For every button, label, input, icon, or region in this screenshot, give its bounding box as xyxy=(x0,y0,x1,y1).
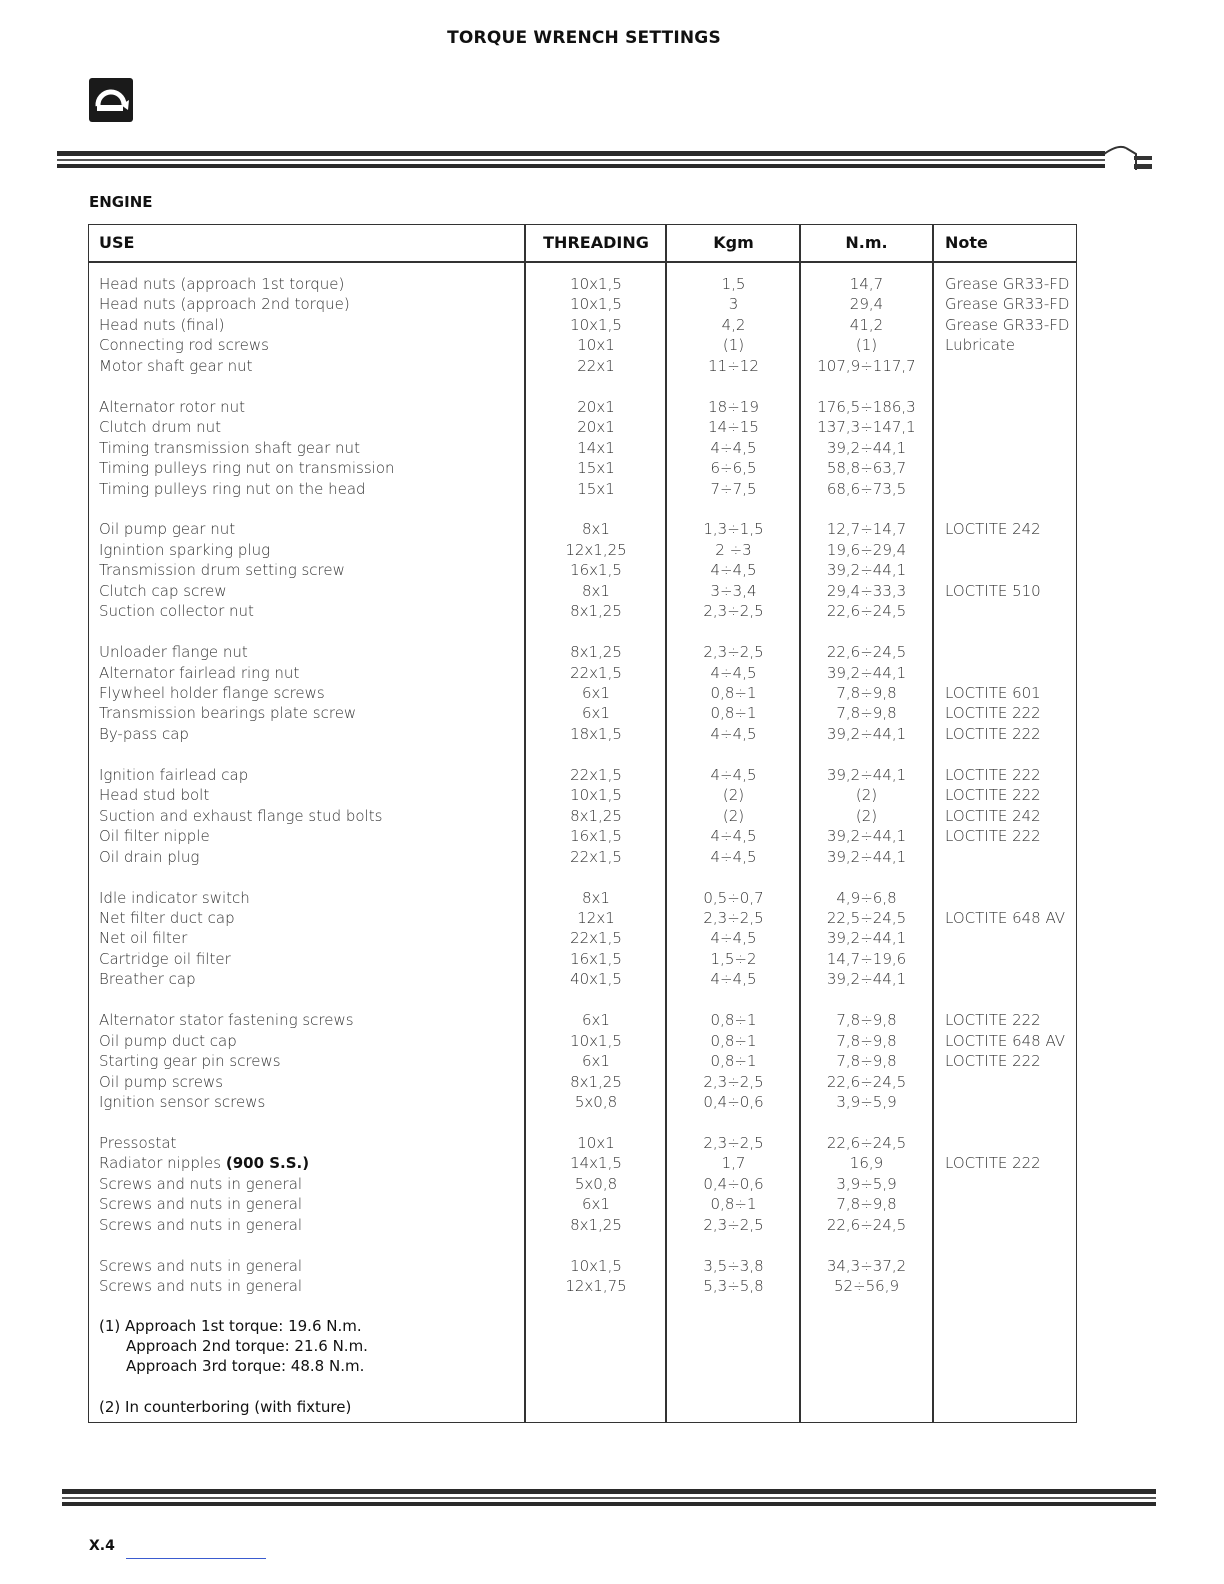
row-kgm: 4÷4,5 xyxy=(710,724,757,743)
row-note: Lubricate xyxy=(945,336,1016,355)
row-kgm: 5,3÷5,8 xyxy=(703,1277,764,1296)
row-nm: 107,9÷117,7 xyxy=(817,356,916,375)
row-kgm: 0,5÷0,7 xyxy=(703,888,764,907)
row-note: LOCTITE 222 xyxy=(945,827,1041,846)
row-use: Motor shaft gear nut xyxy=(99,356,253,375)
row-threading: 22x1,5 xyxy=(570,847,622,866)
row-threading: 6x1 xyxy=(582,1011,610,1030)
column-header-kgm: Kgm xyxy=(713,233,754,252)
row-nm: 7,8÷9,8 xyxy=(836,1031,897,1050)
row-nm: 39,2÷44,1 xyxy=(826,827,907,846)
row-use: Timing pulleys ring nut on transmission xyxy=(99,459,395,478)
row-use: Unloader flange nut xyxy=(99,643,248,662)
page-title: TORQUE WRENCH SETTINGS xyxy=(447,28,721,48)
row-use: Head nuts (approach 2nd torque) xyxy=(99,295,350,314)
row-threading: 14x1,5 xyxy=(570,1154,622,1173)
row-threading: 20x1 xyxy=(577,397,615,416)
row-use: Transmission drum setting screw xyxy=(99,561,345,580)
row-use: Flywheel holder flange screws xyxy=(99,684,325,702)
row-use: Screws and nuts in general xyxy=(99,1174,303,1193)
row-threading: 20x1 xyxy=(577,418,615,437)
column-header-nm: N.m. xyxy=(845,233,888,252)
row-nm: 39,2÷44,1 xyxy=(826,561,907,580)
row-use: Head nuts (final) xyxy=(99,315,225,334)
row-nm: 7,8÷9,8 xyxy=(836,1011,897,1030)
row-kgm: 4÷4,5 xyxy=(710,438,757,457)
row-nm: 39,2÷44,1 xyxy=(826,970,907,989)
row-note: LOCTITE 222 xyxy=(945,1011,1041,1030)
row-nm: 176,5÷186,3 xyxy=(817,397,916,416)
row-kgm: (2) xyxy=(722,806,745,825)
row-nm: 39,2÷44,1 xyxy=(826,929,907,948)
row-nm: 19,6÷29,4 xyxy=(826,540,907,559)
row-threading: 5x0,8 xyxy=(574,1174,618,1193)
row-kgm: 0,8÷1 xyxy=(710,1031,757,1050)
row-threading: 8x1,25 xyxy=(570,643,622,662)
row-use: Timing pulleys ring nut on the head xyxy=(99,479,366,498)
row-use: Ignition fairlead cap xyxy=(99,765,249,784)
row-use: Head stud bolt xyxy=(99,786,210,805)
row-use: Alternator rotor nut xyxy=(99,397,246,416)
row-use: Cartridge oil filter xyxy=(99,949,231,968)
footer-rule xyxy=(62,1489,1156,1494)
row-kgm: 0,8÷1 xyxy=(710,1195,757,1214)
row-threading: 6x1 xyxy=(582,704,610,723)
row-kgm: 2,3÷2,5 xyxy=(703,1133,764,1152)
column-header-use: USE xyxy=(99,233,135,252)
row-use: Net oil filter xyxy=(99,929,188,948)
row-note: Grease GR33-FD xyxy=(945,275,1070,293)
row-use: Net filter duct cap xyxy=(99,908,235,927)
row-kgm: 0,8÷1 xyxy=(710,1052,757,1071)
row-note: LOCTITE 601 xyxy=(945,684,1041,702)
row-kgm: 0,8÷1 xyxy=(710,684,757,702)
row-threading: 8x1 xyxy=(582,888,610,907)
footnote-1-line-3: Approach 3rd torque: 48.8 N.m. xyxy=(126,1357,365,1375)
row-threading: 22x1,5 xyxy=(570,929,622,948)
row-nm: 34,3÷37,2 xyxy=(826,1256,907,1275)
row-kgm: 0,8÷1 xyxy=(710,704,757,723)
row-use xyxy=(99,1153,519,1173)
row-threading: 6x1 xyxy=(582,684,610,702)
row-use: Clutch cap screw xyxy=(99,581,227,600)
row-kgm: 11÷12 xyxy=(708,356,759,375)
column-header-threading: THREADING xyxy=(543,233,649,252)
row-threading: 22x1,5 xyxy=(570,765,622,784)
row-kgm: 1,3÷1,5 xyxy=(703,520,764,539)
row-nm: 137,3÷147,1 xyxy=(817,418,916,437)
row-use-model: (900 S.S.) xyxy=(225,1154,310,1173)
row-kgm: (1) xyxy=(722,336,745,355)
row-threading: 15x1 xyxy=(577,459,615,478)
row-kgm: 2,3÷2,5 xyxy=(703,908,764,927)
row-nm: (1) xyxy=(855,336,878,355)
row-nm: 52÷56,9 xyxy=(833,1277,900,1296)
row-threading: 8x1,25 xyxy=(570,1072,622,1091)
row-threading: 22x1 xyxy=(577,356,615,375)
row-nm: (2) xyxy=(855,806,878,825)
row-kgm: (2) xyxy=(722,786,745,805)
row-kgm: 4÷4,5 xyxy=(710,561,757,580)
row-note: LOCTITE 222 xyxy=(945,1154,1041,1173)
row-nm: 39,2÷44,1 xyxy=(826,847,907,866)
row-nm: 12,7÷14,7 xyxy=(826,520,907,539)
row-threading: 10x1,5 xyxy=(570,786,622,805)
row-use: Oil pump screws xyxy=(99,1072,224,1091)
row-use: Timing transmission shaft gear nut xyxy=(99,438,360,457)
row-threading: 16x1,5 xyxy=(570,827,622,846)
row-threading: 8x1,25 xyxy=(570,806,622,825)
row-use: Connecting rod screws xyxy=(99,336,269,355)
row-threading: 10x1,5 xyxy=(570,295,622,314)
row-use: Pressostat xyxy=(99,1133,177,1152)
row-use: Suction and exhaust flange stud bolts xyxy=(99,806,383,825)
row-threading: 22x1,5 xyxy=(570,663,622,682)
row-threading: 10x1,5 xyxy=(570,315,622,334)
row-use: Clutch drum nut xyxy=(99,418,222,437)
footnote-1-line-1: (1) Approach 1st torque: 19.6 N.m. xyxy=(99,1317,362,1335)
row-note: LOCTITE 242 xyxy=(945,806,1041,825)
row-kgm: 4,2 xyxy=(721,315,746,334)
row-threading: 10x1 xyxy=(577,336,615,355)
footer-rule xyxy=(62,1497,1156,1499)
row-use: Alternator stator fastening screws xyxy=(99,1011,354,1030)
row-threading: 5x0,8 xyxy=(574,1093,618,1111)
row-nm: 7,8÷9,8 xyxy=(836,704,897,723)
page-number: X.4 xyxy=(89,1538,115,1554)
row-nm: 22,6÷24,5 xyxy=(826,1072,907,1091)
row-kgm: 14÷15 xyxy=(708,418,759,437)
row-threading: 8x1,25 xyxy=(570,602,622,621)
row-note: LOCTITE 510 xyxy=(945,581,1041,600)
row-use: Screws and nuts in general xyxy=(99,1277,303,1296)
row-threading: 10x1,5 xyxy=(570,1256,622,1275)
row-use: Oil pump gear nut xyxy=(99,520,236,539)
row-nm: 39,2÷44,1 xyxy=(826,438,907,457)
row-kgm: 3 xyxy=(728,295,739,314)
row-nm: 22,6÷24,5 xyxy=(826,1215,907,1234)
row-nm: 58,8÷63,7 xyxy=(826,459,907,478)
row-kgm: 2,3÷2,5 xyxy=(703,1215,764,1234)
row-note: LOCTITE 222 xyxy=(945,786,1041,805)
row-nm: 39,2÷44,1 xyxy=(826,663,907,682)
row-use: Starting gear pin screws xyxy=(99,1052,281,1071)
row-kgm: 2 ÷3 xyxy=(715,540,752,559)
row-kgm: 0,8÷1 xyxy=(710,1011,757,1030)
row-kgm: 4÷4,5 xyxy=(710,929,757,948)
row-nm: 14,7÷19,6 xyxy=(826,949,907,968)
row-kgm: 18÷19 xyxy=(708,397,759,416)
row-nm: 4,9÷6,8 xyxy=(836,888,897,907)
row-use: Idle indicator switch xyxy=(99,888,250,907)
row-kgm: 4÷4,5 xyxy=(710,970,757,989)
row-nm: 16,9 xyxy=(849,1154,884,1173)
row-threading: 14x1 xyxy=(577,438,615,457)
row-nm: 29,4÷33,3 xyxy=(826,581,907,600)
row-nm: 22,6÷24,5 xyxy=(826,602,907,621)
row-kgm: 0,4÷0,6 xyxy=(703,1174,764,1193)
footnote-1-line-2: Approach 2nd torque: 21.6 N.m. xyxy=(126,1337,368,1355)
row-nm: 22,6÷24,5 xyxy=(826,643,907,662)
row-use: Screws and nuts in general xyxy=(99,1195,303,1214)
row-note: LOCTITE 648 AV xyxy=(945,1031,1066,1050)
row-kgm: 2,3÷2,5 xyxy=(703,602,764,621)
row-threading: 18x1,5 xyxy=(570,724,622,743)
row-use: Head nuts (approach 1st torque) xyxy=(99,275,345,293)
row-use: Screws and nuts in general xyxy=(99,1256,303,1275)
row-use: Screws and nuts in general xyxy=(99,1215,303,1234)
row-use: Oil pump duct cap xyxy=(99,1031,237,1050)
row-threading: 12x1,25 xyxy=(565,540,627,559)
row-kgm: 1,5÷2 xyxy=(710,949,757,968)
row-use: Transmission bearings plate screw xyxy=(99,704,357,723)
row-threading: 8x1,25 xyxy=(570,1215,622,1234)
row-threading: 8x1 xyxy=(582,581,610,600)
row-kgm: 7÷7,5 xyxy=(710,479,757,498)
page-link-underline[interactable] xyxy=(126,1558,266,1559)
row-nm: 68,6÷73,5 xyxy=(826,479,907,498)
row-note: LOCTITE 242 xyxy=(945,520,1041,539)
row-nm: 22,5÷24,5 xyxy=(826,908,907,927)
row-nm: 3,9÷5,9 xyxy=(836,1093,897,1111)
row-threading: 16x1,5 xyxy=(570,949,622,968)
row-note: LOCTITE 222 xyxy=(945,724,1041,743)
row-use: Alternator fairlead ring nut xyxy=(99,663,300,682)
row-use: Oil drain plug xyxy=(99,847,200,866)
row-kgm: 0,4÷0,6 xyxy=(703,1093,764,1111)
row-nm: 22,6÷24,5 xyxy=(826,1133,907,1152)
row-use-text: Radiator nipples xyxy=(99,1154,226,1173)
row-nm: 41,2 xyxy=(849,315,884,334)
column-header-note: Note xyxy=(945,233,988,252)
row-kgm: 1,7 xyxy=(721,1154,746,1173)
row-note: Grease GR33-FD xyxy=(945,315,1070,334)
row-nm: 7,8÷9,8 xyxy=(836,1052,897,1071)
row-threading: 40x1,5 xyxy=(570,970,622,989)
row-kgm: 4÷4,5 xyxy=(710,827,757,846)
row-nm: 14,7 xyxy=(849,275,884,293)
row-note: LOCTITE 222 xyxy=(945,1052,1041,1071)
row-nm: (2) xyxy=(855,786,878,805)
row-threading: 12x1,75 xyxy=(565,1277,627,1296)
row-note: LOCTITE 222 xyxy=(945,765,1041,784)
row-kgm: 6÷6,5 xyxy=(710,459,757,478)
row-threading: 6x1 xyxy=(582,1052,610,1071)
row-use: Ignintion sparking plug xyxy=(99,540,271,559)
row-kgm: 4÷4,5 xyxy=(710,847,757,866)
row-nm: 39,2÷44,1 xyxy=(826,765,907,784)
row-threading: 15x1 xyxy=(577,479,615,498)
section-title: ENGINE xyxy=(89,193,153,211)
row-kgm: 2,3÷2,5 xyxy=(703,643,764,662)
row-use: Oil filter nipple xyxy=(99,827,210,846)
row-nm: 39,2÷44,1 xyxy=(826,724,907,743)
row-kgm: 3,5÷3,8 xyxy=(703,1256,764,1275)
row-kgm: 1,5 xyxy=(721,275,746,293)
row-nm: 7,8÷9,8 xyxy=(836,1195,897,1214)
row-note: Grease GR33-FD xyxy=(945,295,1070,314)
row-use: Suction collector nut xyxy=(99,602,254,621)
row-threading: 6x1 xyxy=(582,1195,610,1214)
row-note: LOCTITE 648 AV xyxy=(945,908,1066,927)
row-note: LOCTITE 222 xyxy=(945,704,1041,723)
row-threading: 10x1,5 xyxy=(570,1031,622,1050)
footer-rule xyxy=(62,1502,1156,1506)
row-threading: 10x1 xyxy=(577,1133,615,1152)
row-threading: 12x1 xyxy=(577,908,615,927)
row-use: Breather cap xyxy=(99,970,196,989)
row-use: Ignition sensor screws xyxy=(99,1093,266,1111)
row-kgm: 4÷4,5 xyxy=(710,765,757,784)
row-threading: 10x1,5 xyxy=(570,275,622,293)
row-use: By-pass cap xyxy=(99,724,189,743)
row-nm: 3,9÷5,9 xyxy=(836,1174,897,1193)
row-kgm: 3÷3,4 xyxy=(710,581,757,600)
row-nm: 7,8÷9,8 xyxy=(836,684,897,702)
row-threading: 8x1 xyxy=(582,520,610,539)
footnote-2: (2) In counterboring (with fixture) xyxy=(99,1398,352,1416)
row-nm: 29,4 xyxy=(849,295,884,314)
row-kgm: 4÷4,5 xyxy=(710,663,757,682)
row-kgm: 2,3÷2,5 xyxy=(703,1072,764,1091)
row-threading: 16x1,5 xyxy=(570,561,622,580)
